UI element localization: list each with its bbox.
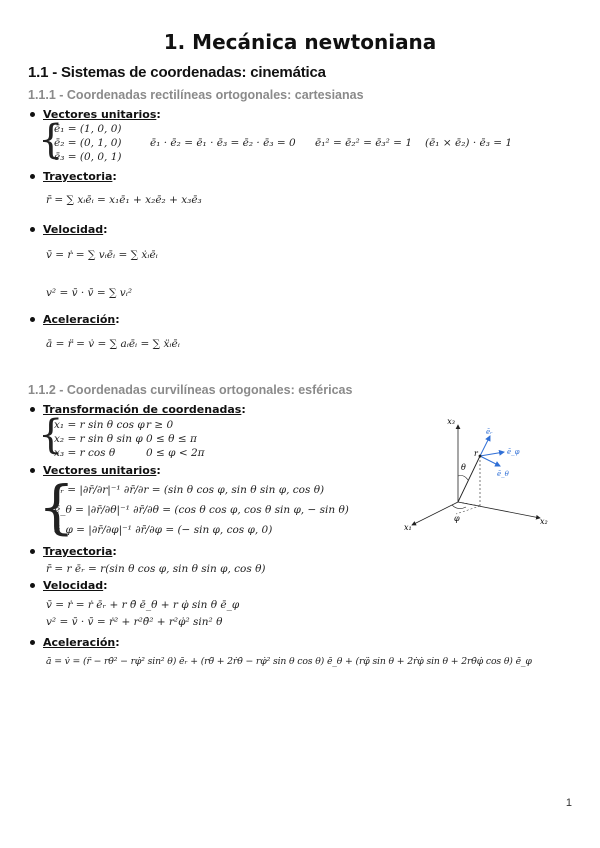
subsection-spherical: 1.1.2 - Coordenadas curvilíneas ortogonales: esféricas — [28, 383, 353, 397]
bullet-cart-velocity: Velocidad: — [30, 223, 108, 236]
bullet-dot — [30, 407, 35, 412]
bullet-dot — [30, 549, 35, 554]
math-sph-velocity: v̄ = ṙ = ṙ ēᵣ + r θ̇ ē_θ + r φ̇ sin θ ē_φ — [46, 599, 240, 611]
label-x3: x₃ — [447, 417, 455, 426]
bullet-label: Aceleración — [43, 636, 116, 649]
math-phi-range: 0 ≤ φ < 2π — [146, 447, 205, 459]
math-e-phi: ē_φ = |∂r̄/∂φ|⁻¹ ∂r̄/∂φ = (− sin φ, cos φ, 0) — [54, 524, 273, 536]
label-e-theta: ē_θ — [497, 470, 509, 478]
math-cart-acceleration: ā = r̈ = v̇ = ∑ aᵢēᵢ = ∑ ẍᵢēᵢ — [46, 338, 180, 350]
math-cart-trajectory: r̄ = ∑ xᵢēᵢ = x₁ē₁ + x₂ē₂ + x₃ē₃ — [46, 194, 202, 206]
bullet-sph-velocity: Velocidad: — [30, 579, 108, 592]
math-e2: ē₂ = (0, 1, 0) — [54, 137, 122, 149]
spherical-coordinates-diagram — [400, 410, 550, 535]
bullet-label: Velocidad — [43, 223, 104, 236]
unit-vector-r — [480, 436, 490, 456]
math-e-theta: ē_θ = |∂r̄/∂θ|⁻¹ ∂r̄/∂θ = (cos θ cos φ, cos θ sin φ, − sin θ) — [54, 504, 349, 516]
bullet-dot — [30, 317, 35, 322]
math-cart-speed-squared: v² = v̄ · v̄ = ∑ vᵢ² — [46, 287, 133, 299]
bullet-label: Trayectoria — [43, 170, 113, 183]
bullet-label: Vectores unitarios — [43, 464, 157, 477]
bullet-dot — [30, 174, 35, 179]
math-sph-acceleration: ā = v̇ = (r̈ − rθ̇² − rφ̇² sin² θ) ēᵣ + (rθ̈ + 2ṙθ̇ − rφ̇² sin θ cos θ) ē_θ + (rφ̈ sin θ + 2ṙφ̇ sin θ + 2rθ̇φ̇ cos θ) ē_φ — [46, 656, 532, 667]
math-e-r: ēᵣ = |∂r̄/∂r|⁻¹ ∂r̄/∂r = (sin θ cos φ, sin θ sin φ, cos θ) — [54, 484, 325, 496]
bullet-label: Transformación de coordenadas — [43, 403, 242, 416]
math-sph-trajectory: r̄ = r ēᵣ = r(sin θ cos φ, sin θ sin φ, cos θ) — [46, 563, 266, 575]
phi-arc — [452, 505, 466, 509]
label-e-phi: ē_φ — [507, 448, 520, 456]
theta-arc — [458, 476, 468, 481]
bullet-sph-unit-vectors: Vectores unitarios: — [30, 464, 161, 477]
bullet-sph-transformation: Transformación de coordenadas: — [30, 403, 246, 416]
bullet-cart-acceleration: Aceleración: — [30, 313, 120, 326]
brace: { — [38, 412, 64, 458]
subsection-cartesian: 1.1.1 - Coordenadas rectilíneas ortogonales: cartesianas — [28, 88, 364, 102]
math-x2: x₂ = r sin θ sin φ — [54, 433, 143, 445]
bullet-label: Trayectoria — [43, 545, 113, 558]
axis-x1 — [412, 502, 458, 525]
label-e-r: ēᵣ — [486, 428, 493, 436]
bullet-sph-trajectory: Trayectoria: — [30, 545, 117, 558]
bullet-label: Velocidad — [43, 579, 104, 592]
page-number: 1 — [565, 797, 572, 809]
brace: { — [38, 473, 75, 541]
projection-guide — [456, 506, 480, 514]
bullet-sph-acceleration: Aceleración: — [30, 636, 120, 649]
math-orthogonality: ē₁ · ē₂ = ē₁ · ē₃ = ē₂ · ē₃ = 0 — [150, 137, 296, 149]
math-sph-speed-squared: v² = v̄ · v̄ = ṙ² + r²θ̇² + r²φ̇² sin² θ — [46, 616, 223, 628]
math-normalization: ē₁² = ē₂² = ē₃² = 1 — [315, 137, 412, 149]
unit-vector-theta — [480, 456, 500, 466]
brace: { — [38, 117, 64, 163]
unit-vector-phi — [480, 452, 504, 456]
math-x3: x₃ = r cos θ — [54, 447, 116, 459]
bullet-cart-trajectory: Trayectoria: — [30, 170, 117, 183]
math-cross-product: (ē₁ × ē₂) · ē₃ = 1 — [425, 137, 513, 149]
label-x2: x₂ — [540, 517, 548, 526]
label-r: r — [474, 449, 478, 458]
page-title: 1. Mecánica newtoniana — [163, 30, 437, 54]
bullet-dot — [30, 640, 35, 645]
math-r-range: r ≥ 0 — [146, 419, 174, 431]
section-heading: 1.1 - Sistemas de coordenadas: cinemática — [28, 64, 326, 81]
bullet-dot — [30, 468, 35, 473]
label-x1: x₁ — [404, 523, 412, 532]
math-x1: x₁ = r sin θ cos φ — [54, 419, 145, 431]
math-theta-range: 0 ≤ θ ≤ π — [146, 433, 197, 445]
math-cart-velocity: v̄ = ṙ = ∑ vᵢēᵢ = ∑ ẋᵢēᵢ — [46, 249, 158, 261]
bullet-label: Aceleración — [43, 313, 116, 326]
bullet-dot — [30, 227, 35, 232]
math-e3: ē₃ = (0, 0, 1) — [54, 151, 122, 163]
point-marker — [479, 455, 482, 458]
bullet-label: Vectores unitarios — [43, 108, 157, 121]
bullet-dot — [30, 112, 35, 117]
math-e1: ē₁ = (1, 0, 0) — [54, 123, 122, 135]
bullet-dot — [30, 583, 35, 588]
label-phi: φ — [454, 514, 460, 523]
label-theta: θ — [461, 463, 466, 472]
bullet-cart-unit-vectors: Vectores unitarios: — [30, 108, 161, 121]
